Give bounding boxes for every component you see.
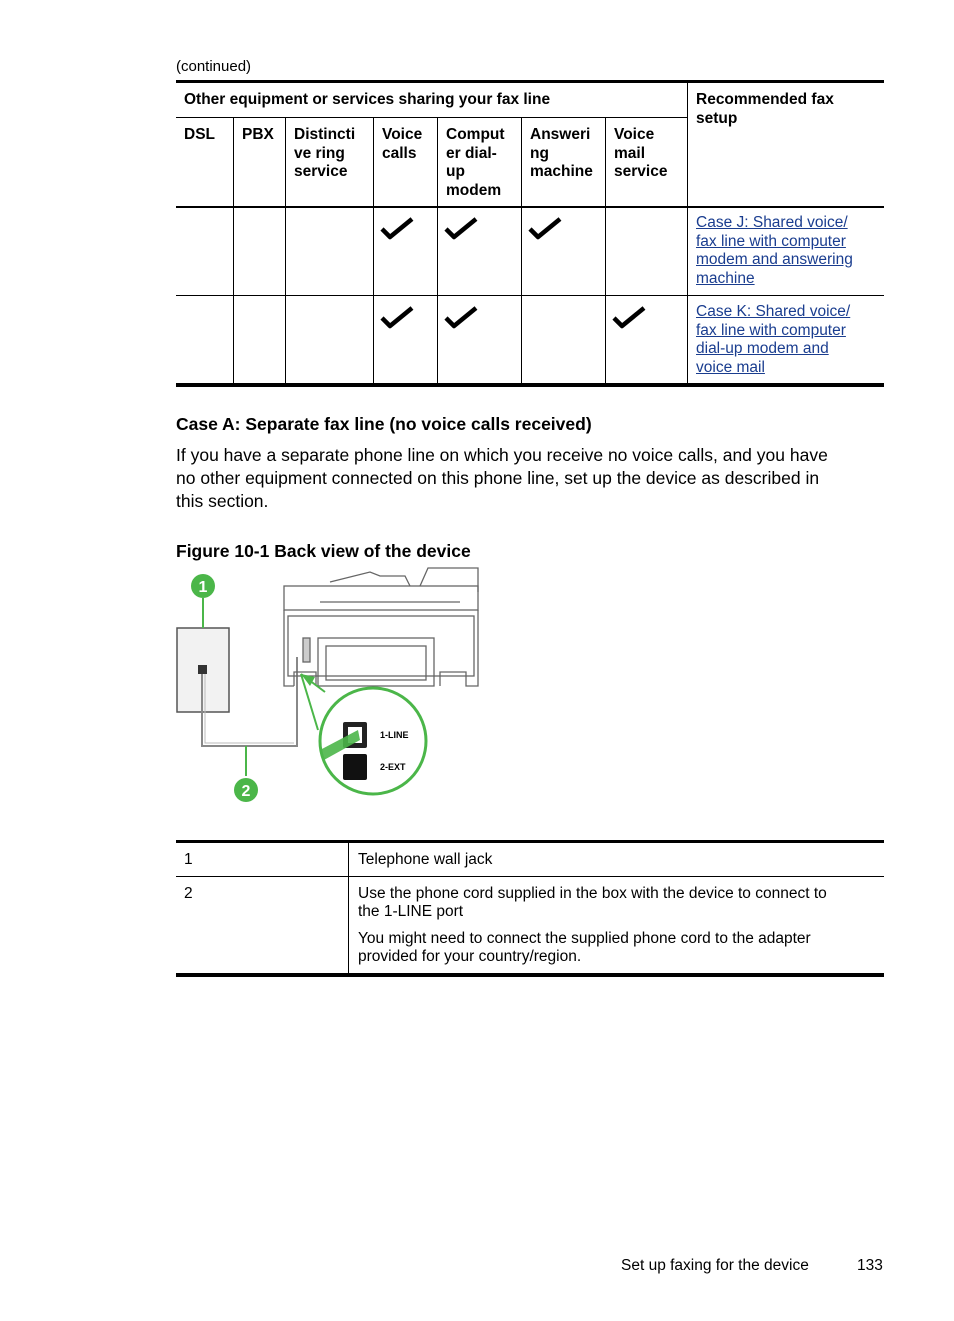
equipment-table xyxy=(176,80,884,387)
col-divider xyxy=(373,117,374,383)
col-header-pbx: PBX xyxy=(242,126,274,143)
col-header-answering-machine: Answeri ng machine xyxy=(530,126,593,180)
svg-text:1: 1 xyxy=(198,579,208,596)
continued-label: (continued) xyxy=(176,58,252,75)
row-divider xyxy=(176,876,884,877)
checkmark-icon xyxy=(444,306,478,330)
checkmark-icon xyxy=(380,306,414,330)
table-top-rule xyxy=(176,840,884,843)
svg-text:2: 2 xyxy=(241,783,251,800)
col-header-voice-mail: Voice mail service xyxy=(614,126,668,180)
zoom-circle xyxy=(320,688,426,794)
col-header-modem: Comput er dial- up modem xyxy=(446,126,505,199)
group-header: Other equipment or services sharing your fax line xyxy=(184,91,551,108)
col-divider xyxy=(233,117,234,383)
intro-paragraph: If you have a separate phone line on which you receive no voice calls, and you have no other equipment connected on this phone line, set up the device as described in this section. xyxy=(176,445,828,511)
header-bottom-rule xyxy=(176,206,884,208)
table-bottom-rule xyxy=(176,383,884,387)
checkmark-icon xyxy=(444,217,478,241)
link-case-k[interactable]: Case K: Shared voice/ fax line with computer dial-up modem and voice mail xyxy=(696,303,851,376)
port-1-label: 1-LINE xyxy=(380,730,409,740)
col-divider xyxy=(348,843,349,973)
table-bottom-rule xyxy=(176,973,884,977)
col-header-voice-calls: Voice calls xyxy=(382,126,423,162)
legend-text-2-note: You might need to connect the supplied phone cord to the adapter provided for your country/region. xyxy=(358,930,811,965)
legend-number-2: 2 xyxy=(184,885,193,902)
checkmark-icon xyxy=(380,217,414,241)
col-divider xyxy=(521,117,522,383)
checkmark-icon xyxy=(612,306,646,330)
header-divider xyxy=(176,117,688,118)
printer-outline xyxy=(284,568,478,686)
legend-text-2: Use the phone cord supplied in the box with the device to connect to the 1-LINE port xyxy=(358,885,827,920)
device-back-view-figure xyxy=(170,562,490,812)
legend-text-1: Telephone wall jack xyxy=(358,851,493,868)
callout-1-badge xyxy=(191,574,215,598)
footer-page-number: 133 xyxy=(857,1257,883,1274)
recommended-header: Recommended fax setup xyxy=(696,91,834,127)
col-header-dsl: DSL xyxy=(184,126,215,143)
table-top-rule xyxy=(176,80,884,83)
row-divider xyxy=(176,295,884,296)
port-2-label: 2-EXT xyxy=(380,762,406,772)
col-divider xyxy=(285,117,286,383)
port-2-ext xyxy=(343,754,367,780)
section-title: Case A: Separate fax line (no voice calls received) xyxy=(176,414,592,434)
checkmark-icon xyxy=(528,217,562,241)
col-divider xyxy=(437,117,438,383)
link-case-j[interactable]: Case J: Shared voice/ fax line with computer modem and answering machine xyxy=(696,214,853,287)
figure-legend-table xyxy=(176,840,884,977)
col-divider xyxy=(605,117,606,383)
callout-2-badge xyxy=(234,778,258,802)
figure-title: Figure 10-1 Back view of the device xyxy=(176,541,471,561)
col-divider-recommended xyxy=(687,83,688,383)
footer-section-title: Set up faxing for the device xyxy=(621,1257,809,1274)
col-header-distinctive-ring: Distincti ve ring service xyxy=(294,126,356,180)
legend-number-1: 1 xyxy=(184,851,193,868)
